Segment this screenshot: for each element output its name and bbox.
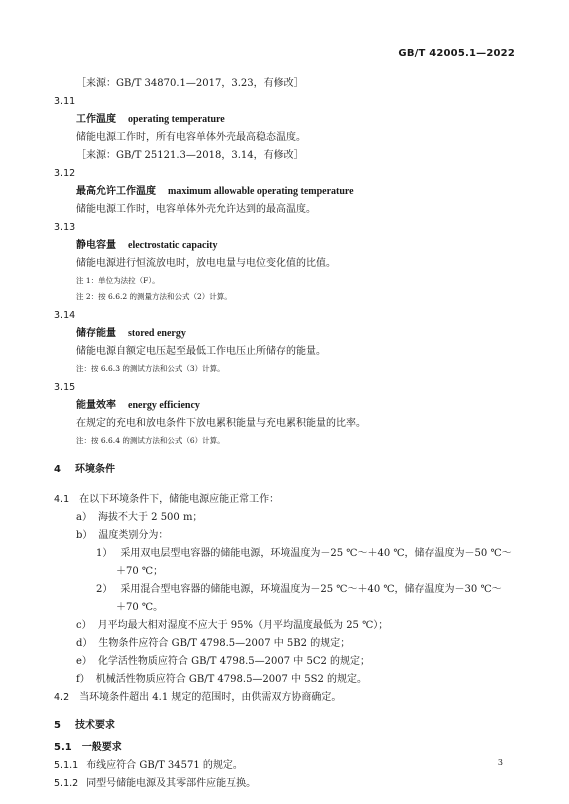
- term-heading: [76, 186, 354, 198]
- list-item: [76, 512, 202, 524]
- list-text: 海拔不大于 2 500 m；: [97, 512, 203, 523]
- term-zh: 工作温度: [76, 114, 116, 125]
- clause-number: 5.1.1: [54, 760, 79, 771]
- clause-4-1: [54, 494, 279, 506]
- page-number: 3: [497, 758, 503, 767]
- list-text: 采用混合型电容器的储能电源，环境温度为－25 ℃～＋40 ℃，储存温度为－30 ℃～: [120, 584, 502, 595]
- term-en: operating temperature: [128, 114, 225, 125]
- list-item: [76, 656, 370, 668]
- list-marker: 2）: [96, 584, 113, 595]
- sub-list-item: [96, 584, 502, 596]
- section-title: 环境条件: [74, 464, 115, 475]
- term-en: energy efficiency: [128, 400, 200, 411]
- subsection-heading: [54, 742, 122, 754]
- list-marker: e）: [76, 656, 92, 667]
- note: 注：按 6.6.3 的测试方法和公式（3）计算。: [76, 364, 225, 373]
- definition: 储能电源工作时，电容单体外壳允许达到的最高温度。: [76, 204, 316, 215]
- clause-text: 同型号储能电源及其零部件应能互换。: [86, 778, 257, 789]
- clause-5-1-2: [54, 778, 256, 790]
- source-note: ［来源：GB/T 25121.3—2018，3.14，有修改］: [76, 150, 304, 161]
- definition: 储能电源工作时，所有电容单体外壳最高稳态温度。: [76, 132, 306, 143]
- clause-text: 在以下环境条件下，储能电源应能正常工作：: [79, 494, 280, 505]
- subsection-number: 5.1: [54, 742, 72, 753]
- term-heading: [76, 114, 225, 126]
- term-en: electrostatic capacity: [128, 240, 218, 251]
- term-zh: 最高允许工作温度: [76, 186, 156, 197]
- clause-number: 4.1: [54, 494, 70, 505]
- clause-number: 5.1.2: [54, 778, 79, 789]
- list-text: 月平均最大相对湿度不应大于 95%（月平均温度最低为 25 ℃）；: [97, 620, 389, 631]
- subsection-title: 一般要求: [81, 742, 122, 753]
- clause-number: 3.11: [54, 96, 76, 107]
- term-zh: 能量效率: [76, 400, 116, 411]
- clause-number: 3.14: [54, 310, 76, 321]
- list-item: [76, 530, 168, 542]
- list-text: 化学活性物质应符合 GB/T 4798.5—2007 中 5C2 的规定；: [97, 656, 371, 667]
- term-en: maximum allowable operating temperature: [168, 186, 354, 197]
- list-marker: d）: [76, 638, 93, 649]
- list-text: 采用双电层型电容器的储能电源，环境温度为－25 ℃～＋40 ℃，储存温度为－50 ℃～: [120, 548, 512, 559]
- term-heading: [76, 328, 186, 340]
- sub-list-item: [96, 548, 512, 560]
- clause-4-2: [54, 692, 341, 704]
- list-text: 温度类别分为：: [98, 530, 169, 541]
- section-number: 5: [54, 720, 61, 731]
- section-number: 4: [54, 464, 61, 475]
- note: 注 1：单位为法拉（F）。: [76, 276, 160, 285]
- list-marker: b）: [76, 530, 93, 541]
- list-item: [76, 674, 367, 686]
- list-text: 机械活性物质应符合 GB/T 4798.5—2007 中 5S2 的规定。: [95, 674, 367, 685]
- note: 注：按 6.6.4 的测试方法和公式（6）计算。: [76, 436, 225, 445]
- list-marker: c）: [76, 620, 92, 631]
- definition: 储能电源进行恒流放电时，放电电量与电位变化值的比值。: [76, 258, 336, 269]
- source-note: ［来源：GB/T 34870.1—2017，3.23，有修改］: [76, 78, 304, 89]
- term-heading: [76, 400, 200, 412]
- list-marker: f）: [76, 674, 90, 685]
- term-en: stored energy: [128, 328, 186, 339]
- clause-number: 3.13: [54, 222, 76, 233]
- definition: 储能电源自额定电压起至最低工作电压止所储存的能量。: [76, 346, 326, 357]
- section-title: 技术要求: [74, 720, 115, 731]
- list-item: [76, 638, 350, 650]
- clause-number: 3.15: [54, 382, 76, 393]
- standard-number: GB/T 42005.1—2022: [398, 48, 515, 59]
- list-marker: a）: [76, 512, 92, 523]
- list-item: [76, 620, 388, 632]
- list-text-continued: ＋70 ℃。: [116, 602, 164, 613]
- clause-5-1-1: [54, 760, 243, 772]
- clause-number: 3.12: [54, 168, 76, 179]
- term-zh: 静电容量: [76, 240, 116, 251]
- list-marker: 1）: [96, 548, 113, 559]
- note: 注 2：按 6.6.2 的测量方法和公式（2）计算。: [76, 292, 232, 301]
- clause-number: 4.2: [54, 692, 70, 703]
- clause-text: 当环境条件超出 4.1 规定的范围时，由供需双方协商确定。: [79, 692, 342, 703]
- clause-text: 布线应符合 GB/T 34571 的规定。: [86, 760, 243, 771]
- term-zh: 储存能量: [76, 328, 116, 339]
- section-heading: [54, 464, 115, 476]
- definition: 在规定的充电和放电条件下放电累积能量与充电累积能量的比率。: [76, 418, 366, 429]
- section-heading: [54, 720, 115, 732]
- list-text: 生物条件应符合 GB/T 4798.5—2007 中 5B2 的规定；: [98, 638, 351, 649]
- list-text-continued: ＋70 ℃；: [116, 566, 164, 577]
- term-heading: [76, 240, 218, 252]
